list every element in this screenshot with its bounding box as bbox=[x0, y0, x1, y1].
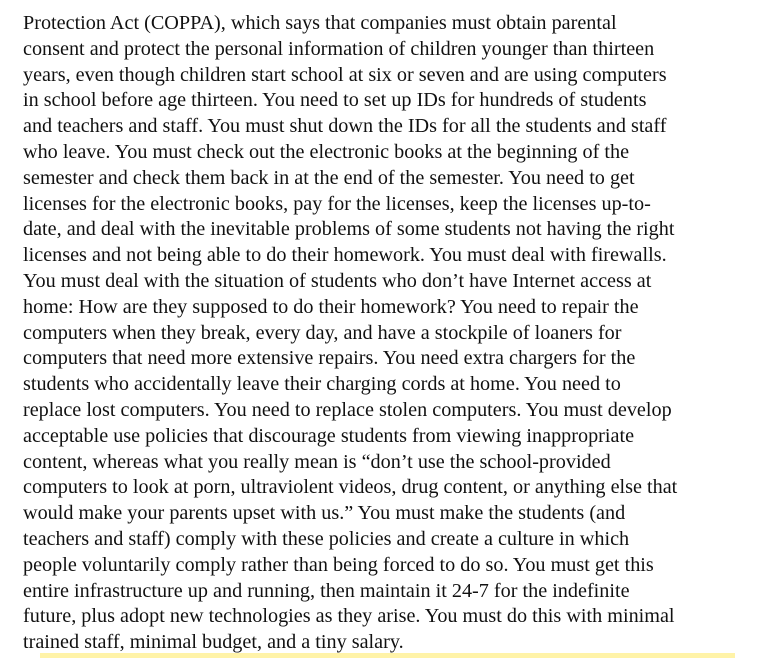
paragraph-line: people voluntarily comply rather than being forced to do so. You must get this bbox=[23, 553, 654, 576]
paragraph-line: consent and protect the personal information of children younger than thirteen bbox=[23, 37, 655, 60]
paragraph-line: students who accidentally leave their charging cords at home. You need to bbox=[23, 373, 621, 396]
paragraph-line: trained staff, minimal budget, and a tiny salary. bbox=[23, 631, 404, 654]
paragraph-line: years, even though children start school at six or seven and are using computers bbox=[23, 63, 667, 86]
paragraph-line: acceptable use policies that discourage students from viewing inappropriate bbox=[23, 424, 635, 447]
highlight-strip bbox=[40, 653, 735, 658]
body-paragraph bbox=[23, 11, 677, 656]
paragraph-line: computers when they break, every day, and have a stockpile of loaners for bbox=[23, 321, 622, 344]
paragraph-line: computers to look at porn, ultraviolent videos, drug content, or anything else that bbox=[23, 476, 678, 499]
paragraph-line: computers that need more extensive repairs. You need extra chargers for the bbox=[23, 347, 636, 370]
paragraph-line: home: How are they supposed to do their homework? You need to repair the bbox=[23, 295, 639, 318]
paragraph-line: replace lost computers. You need to replace stolen computers. You must develop bbox=[23, 398, 672, 421]
paragraph-line: content, whereas what you really mean is “don’t use the school-provided bbox=[23, 450, 611, 473]
paragraph-line: future, plus adopt new technologies as they arise. You must do this with minimal bbox=[23, 605, 675, 628]
paragraph-line: Protection Act (COPPA), which says that companies must obtain parental bbox=[23, 12, 617, 34]
paragraph-line: date, and deal with the inevitable problems of some students not having the right bbox=[23, 218, 675, 241]
paragraph-line: semester and check them back in at the end of the semester. You need to get bbox=[23, 166, 635, 189]
paragraph-line: teachers and staff) comply with these policies and create a culture in which bbox=[23, 527, 630, 550]
paragraph-line: in school before age thirteen. You need to set up IDs for hundreds of students bbox=[23, 89, 647, 112]
paragraph-line: would make your parents upset with us.” You must make the students (and bbox=[23, 502, 626, 525]
paragraph-line: You must deal with the situation of students who don’t have Internet access at bbox=[23, 269, 652, 292]
paragraph-line: and teachers and staff. You must shut down the IDs for all the students and staff bbox=[23, 115, 667, 138]
paragraph-line: licenses for the electronic books, pay for the licenses, keep the licenses up-to- bbox=[23, 192, 651, 215]
paragraph-line: licenses and not being able to do their homework. You must deal with firewalls. bbox=[23, 244, 667, 267]
paragraph-line: entire infrastructure up and running, then maintain it 24-7 for the indefinite bbox=[23, 579, 630, 602]
paragraph-line: who leave. You must check out the electronic books at the beginning of the bbox=[23, 140, 630, 163]
